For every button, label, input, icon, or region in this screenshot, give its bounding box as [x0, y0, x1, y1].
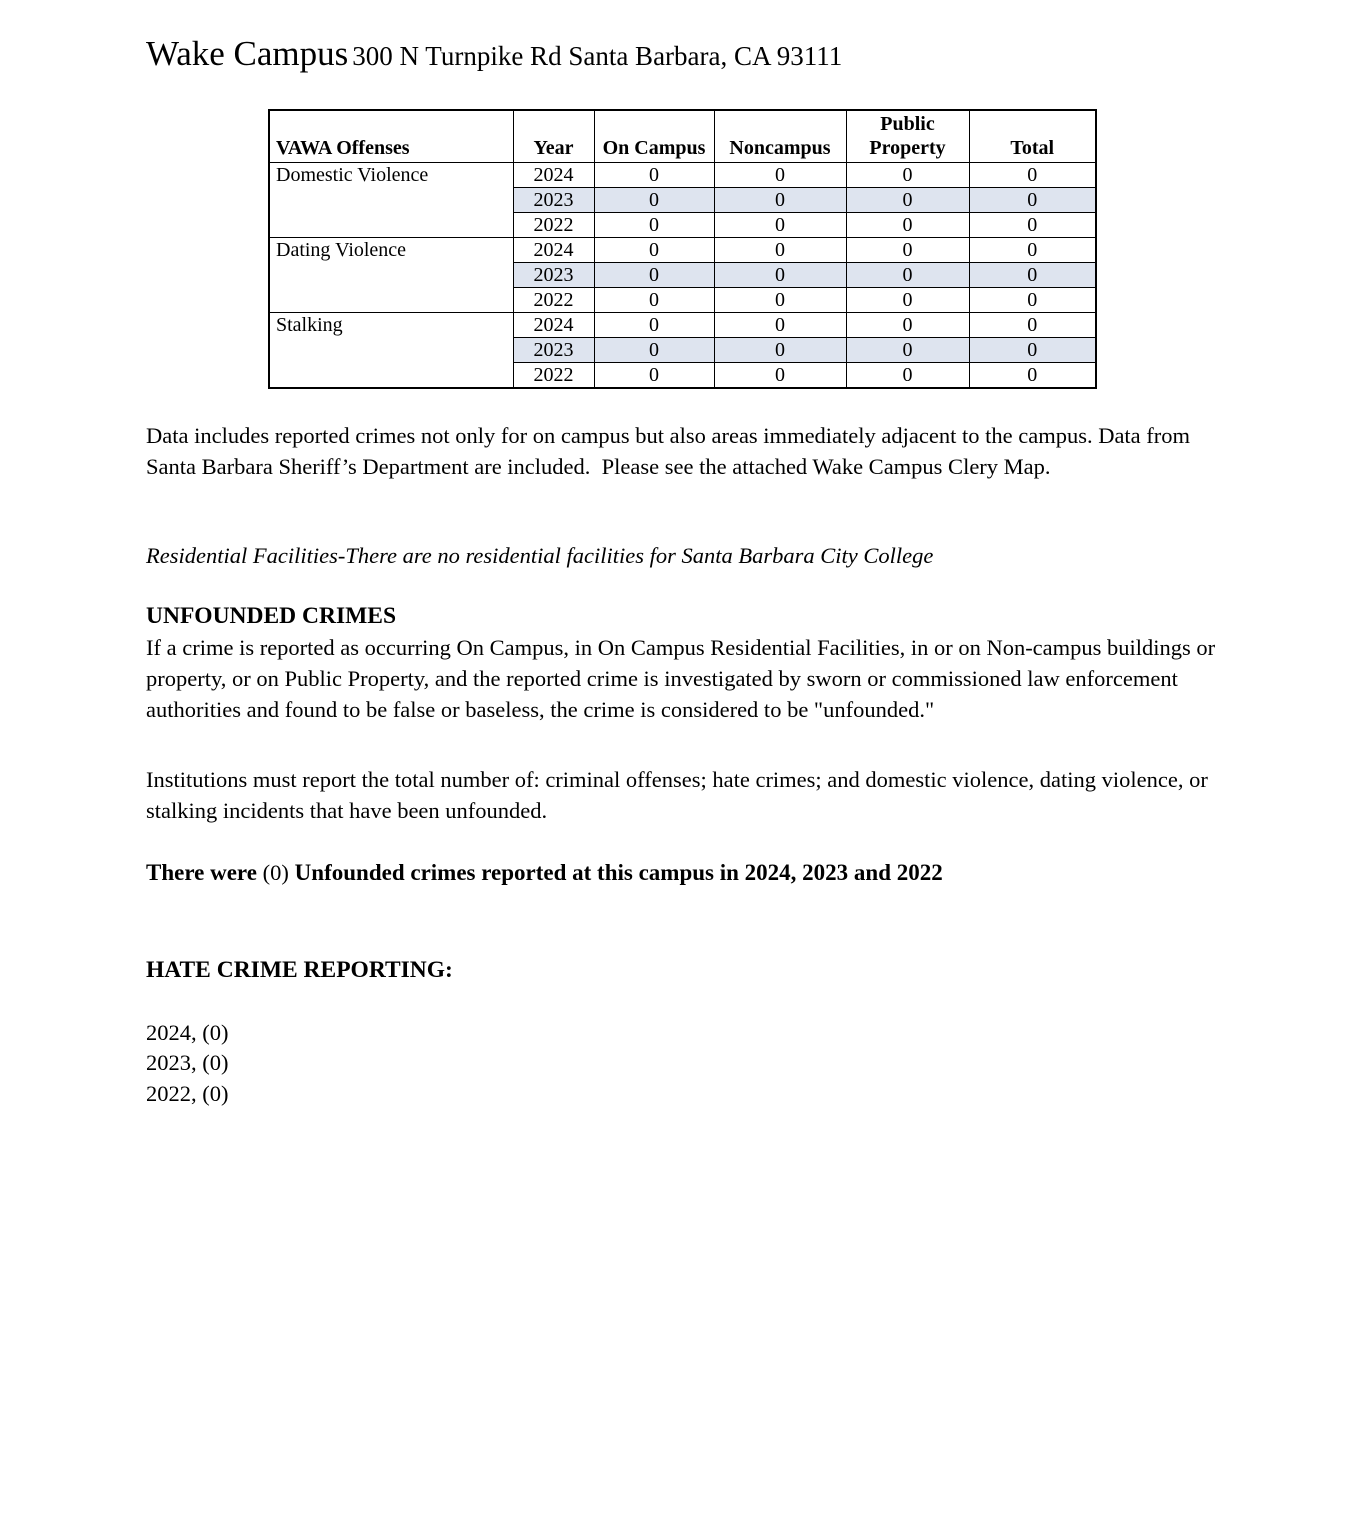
- table-header: [269, 110, 1096, 162]
- col-header-vawa-offenses: VAWA Offenses: [269, 110, 513, 162]
- count-cell: 0: [714, 312, 846, 337]
- hate-crime-year-list: [146, 1018, 1216, 1110]
- year-cell: 2022: [513, 362, 594, 388]
- count-cell: 0: [846, 312, 969, 337]
- count-cell: 0: [969, 237, 1096, 262]
- count-cell: 0: [846, 212, 969, 237]
- count-cell: 0: [714, 262, 846, 287]
- count-cell: 0: [846, 287, 969, 312]
- count-cell: 0: [594, 262, 714, 287]
- count-cell: 0: [714, 212, 846, 237]
- col-header-noncampus: Noncampus: [714, 110, 846, 162]
- unfounded-crimes-definition: If a crime is reported as occurring On Campus, in On Campus Residential Facilities, in or on Non-campus buildings or property, or on Public Property, and the reported crime is investigated by sworn or commissioned law enforcement authorities and found to be false or baseless, the crime is considered to be "unfounded.": [146, 634, 1216, 722]
- institutions-report-paragraph: Institutions must report the total number of: criminal offenses; hate crimes; and domestic violence, dating violence, or stalking incidents that have been unfounded.: [146, 766, 1208, 823]
- col-header-total: Total: [969, 110, 1096, 162]
- count-cell: 0: [594, 362, 714, 388]
- count-cell: 0: [969, 362, 1096, 388]
- count-cell: 0: [714, 162, 846, 187]
- year-cell: 2024: [513, 237, 594, 262]
- table-body: [269, 162, 1096, 388]
- count-cell: 0: [846, 262, 969, 287]
- hate-crime-year-line: 2022, (0): [146, 1080, 229, 1106]
- year-cell: 2023: [513, 262, 594, 287]
- count-cell: 0: [846, 162, 969, 187]
- campus-name: Wake Campus: [146, 34, 349, 73]
- offense-cell: Domestic Violence: [269, 162, 513, 237]
- year-cell: 2024: [513, 162, 594, 187]
- statement-zero-count: (0): [262, 859, 289, 885]
- table-row: [269, 237, 1096, 262]
- count-cell: 0: [969, 312, 1096, 337]
- unfounded-crimes-statement: [146, 857, 1216, 888]
- year-cell: 2024: [513, 312, 594, 337]
- count-cell: 0: [846, 337, 969, 362]
- count-cell: 0: [969, 262, 1096, 287]
- col-header-public-property: Public Property: [846, 110, 969, 162]
- statement-bold-suffix: Unfounded crimes reported at this campus in 2024, 2023 and 2022: [288, 859, 943, 885]
- table-row: [269, 312, 1096, 337]
- vawa-offenses-table: [268, 109, 1097, 389]
- page-title: [146, 34, 1216, 74]
- count-cell: 0: [969, 162, 1096, 187]
- hate-crime-year-line: 2024, (0): [146, 1019, 229, 1045]
- count-cell: 0: [714, 362, 846, 388]
- hate-crime-year-line: 2023, (0): [146, 1050, 229, 1075]
- offense-cell: Stalking: [269, 312, 513, 388]
- campus-address: 300 N Turnpike Rd Santa Barbara, CA 93111: [352, 41, 843, 71]
- statement-bold-prefix: There were: [146, 859, 263, 885]
- count-cell: 0: [594, 312, 714, 337]
- count-cell: 0: [846, 362, 969, 388]
- count-cell: 0: [969, 187, 1096, 212]
- count-cell: 0: [714, 237, 846, 262]
- unfounded-crimes-heading: UNFOUNDED CRIMES: [146, 602, 397, 629]
- count-cell: 0: [594, 212, 714, 237]
- count-cell: 0: [969, 287, 1096, 312]
- data-note-paragraph: Data includes reported crimes not only for on campus but also areas immediately adjacent to the campus. Data from Santa Barbara Sheriff’s Department are included. Please see the attached Wake Campus Clery Map.: [146, 422, 1191, 479]
- table-header-row: [269, 110, 1096, 162]
- count-cell: 0: [969, 337, 1096, 362]
- year-cell: 2023: [513, 187, 594, 212]
- year-cell: 2023: [513, 337, 594, 362]
- count-cell: 0: [714, 187, 846, 212]
- count-cell: 0: [846, 187, 969, 212]
- count-cell: 0: [714, 337, 846, 362]
- count-cell: 0: [594, 237, 714, 262]
- count-cell: 0: [594, 337, 714, 362]
- count-cell: 0: [594, 162, 714, 187]
- year-cell: 2022: [513, 287, 594, 312]
- table-row: [269, 162, 1096, 187]
- col-header-year: Year: [513, 110, 594, 162]
- residential-facilities-note: Residential Facilities-There are no residential facilities for Santa Barbara City College: [146, 542, 934, 568]
- hate-crime-heading: HATE CRIME REPORTING:: [146, 956, 453, 983]
- year-cell: 2022: [513, 212, 594, 237]
- count-cell: 0: [714, 287, 846, 312]
- col-header-on-campus: On Campus: [594, 110, 714, 162]
- count-cell: 0: [594, 287, 714, 312]
- count-cell: 0: [594, 187, 714, 212]
- count-cell: 0: [846, 237, 969, 262]
- count-cell: 0: [969, 212, 1096, 237]
- offense-cell: Dating Violence: [269, 237, 513, 312]
